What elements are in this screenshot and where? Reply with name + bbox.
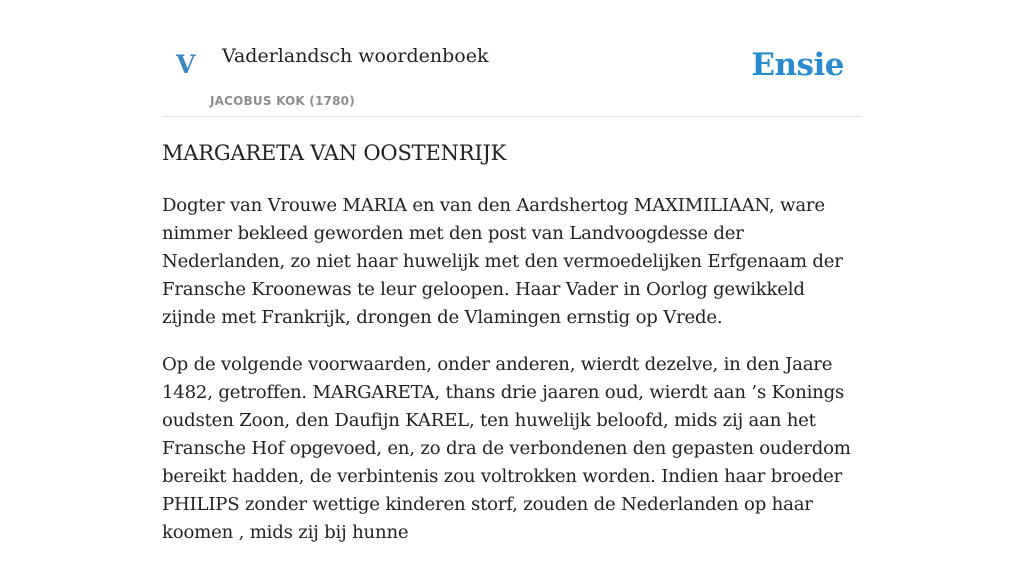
book-letter-icon: V: [176, 50, 196, 79]
book-title[interactable]: Vaderlandsch woordenboek: [222, 45, 489, 67]
page-title: MARGARETA VAN OOSTENRIJK: [162, 141, 507, 165]
book-header: [162, 0, 862, 117]
book-author: JACOBUS KOK (1780): [210, 94, 355, 108]
ensie-logo[interactable]: Ensie: [751, 47, 844, 83]
entry-paragraph: Op de volgende voorwaarden, onder anderen, wierdt dezelve, in den Jaare 1482, getroffen. MARGARETA, thans drie jaaren oud, wierdt aan ’s Konings oudsten Zoon, den Daufijn KAREL, ten huwelijk beloofd, mids zij aan het Fransche Hof opgevoed, en, zo dra de verbondenen den gepasten ouderdom bereikt hadden, de verbintenis zou voltrokken worden. Indien haar broeder PHILIPS zonder wettige kinderen storf, zouden de Nederlanden op haar koomen , mids zij bij hunne: [162, 354, 851, 543]
entry-content: [162, 192, 862, 566]
entry-paragraph: Dogter van Vrouwe MARIA en van den Aardshertog MAXIMILIAAN, ware nimmer bekleed geworden met den post van Landvoogdesse der Nederlanden, zo niet haar huwelijk met den vermoedelijken Erfgenaam der Fransche Kroonewas te leur geloopen. Haar Vader in Oorlog gewikkeld zijnde met Frankrijk, drongen de Vlamingen ernstig op Vrede.: [162, 195, 843, 328]
